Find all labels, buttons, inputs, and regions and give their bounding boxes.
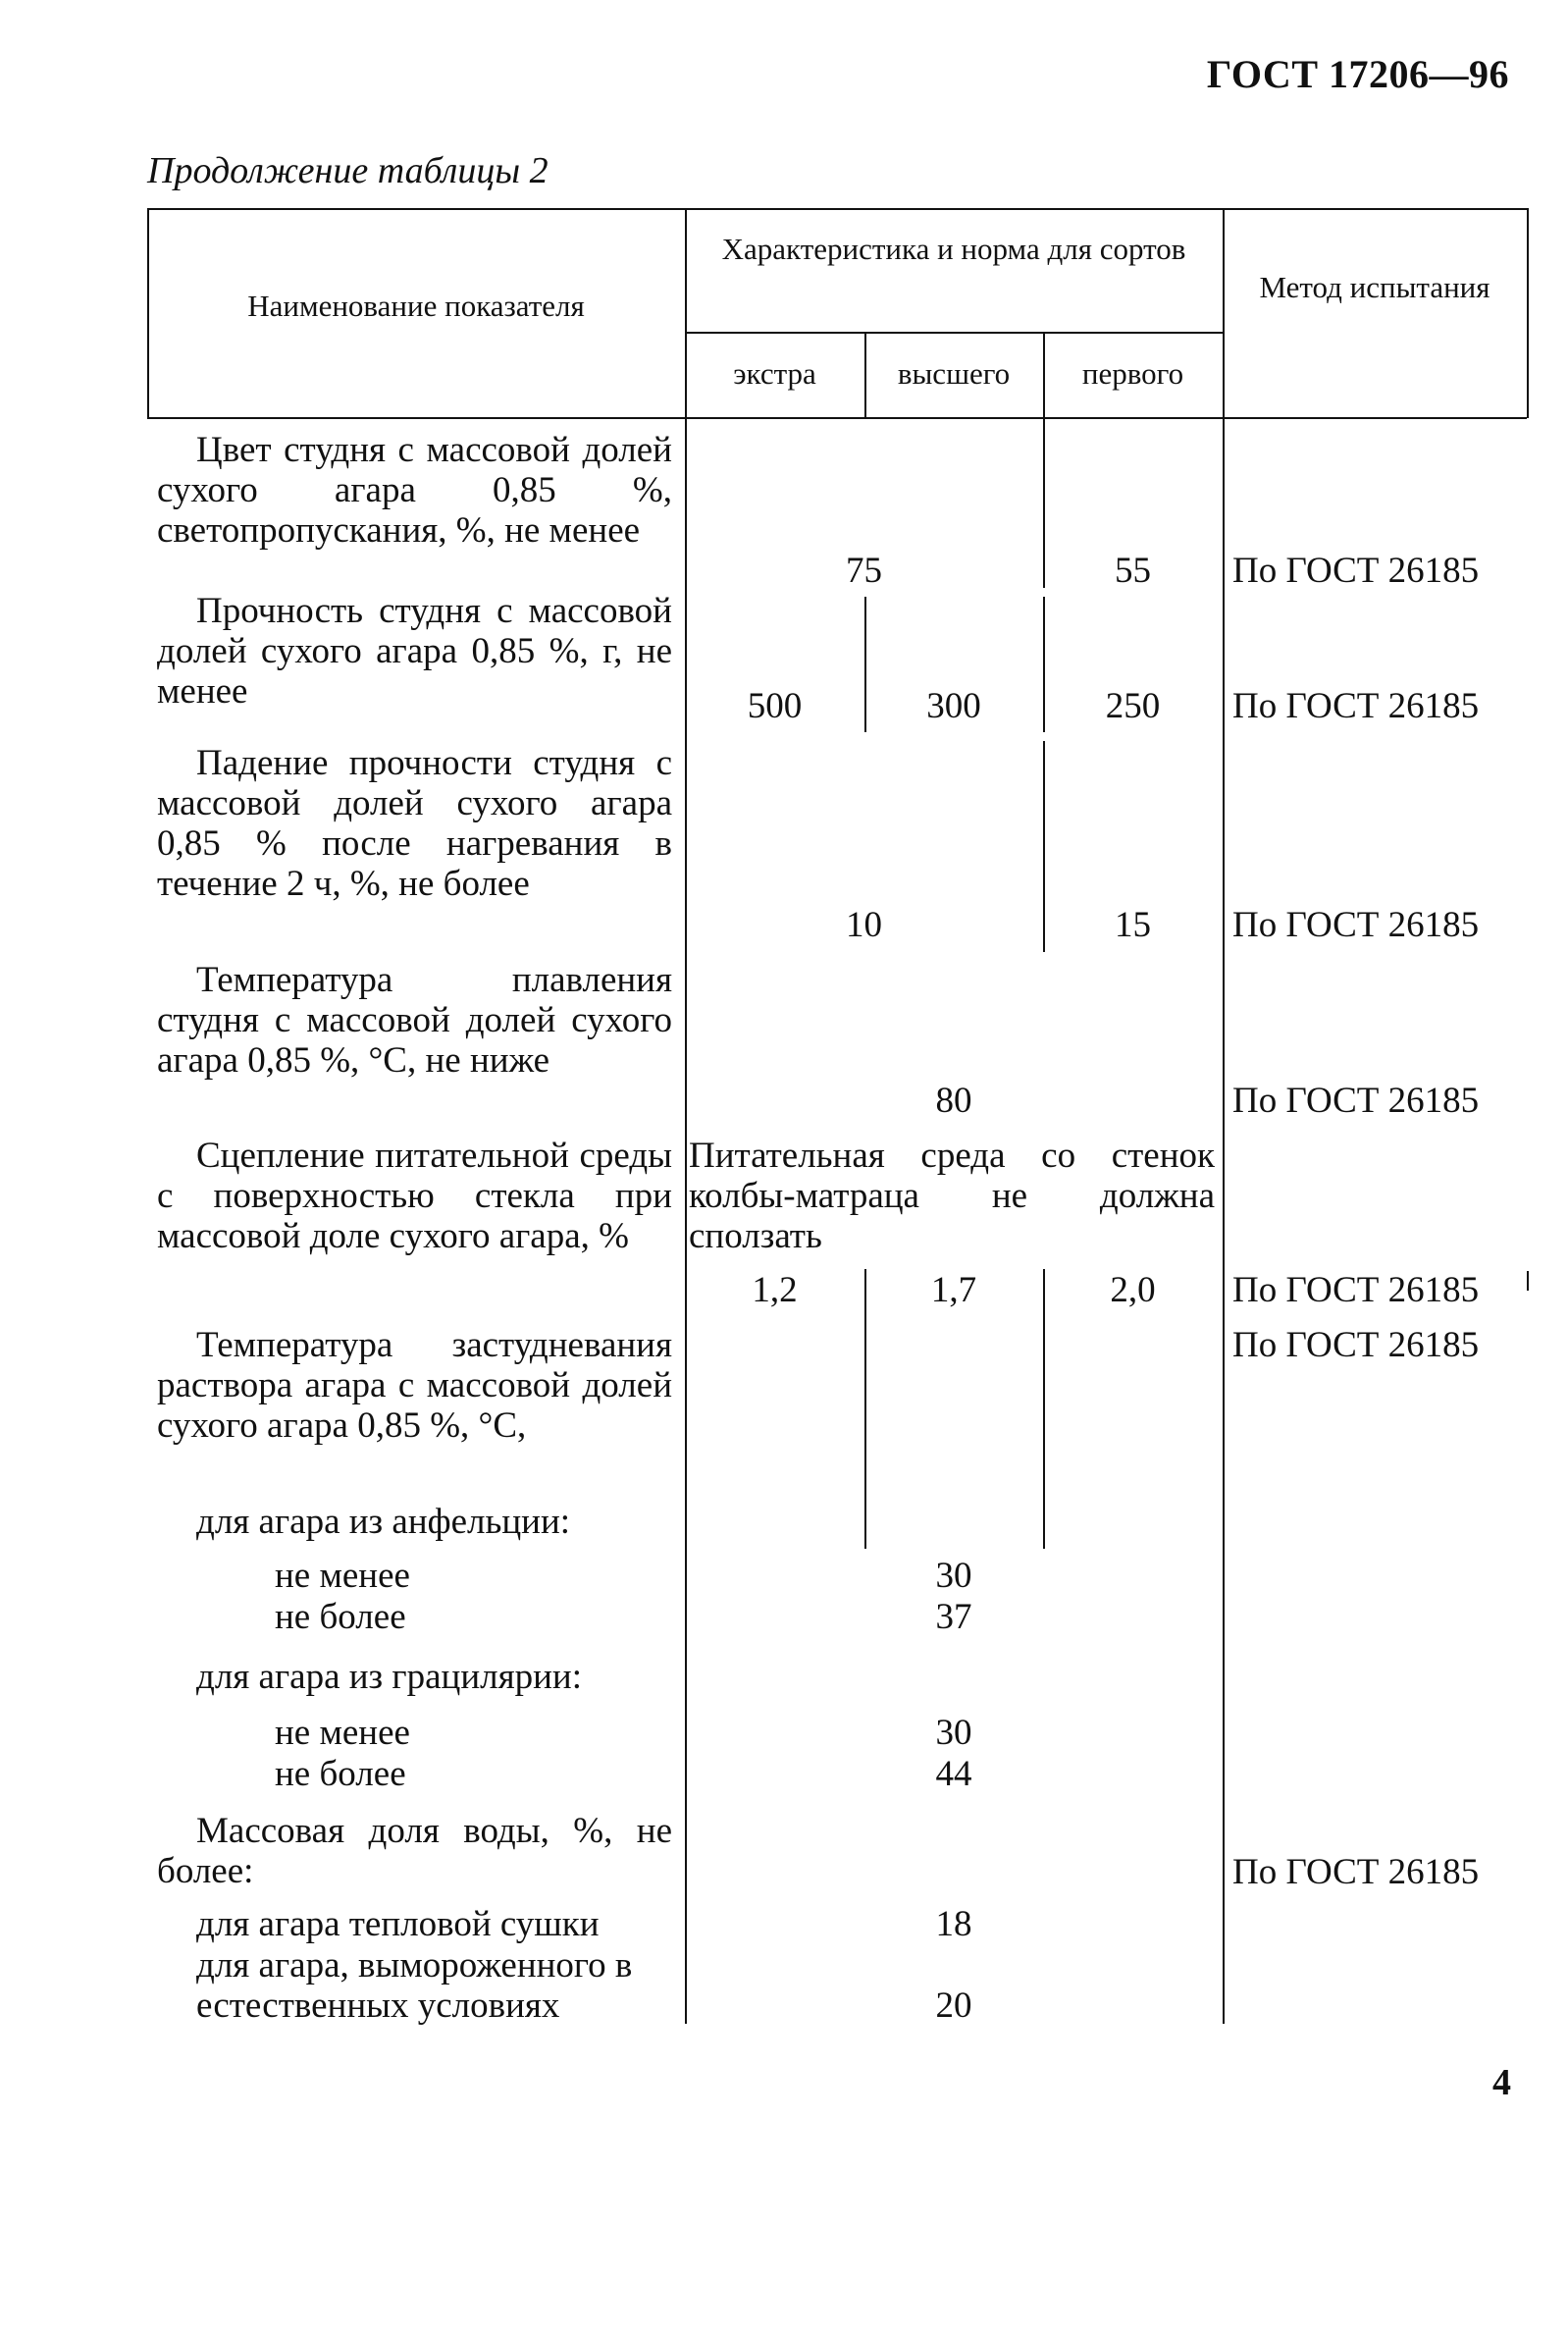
row-gelling-gracilaria-min-value: 30	[935, 1713, 972, 1753]
row-gelling-ahnfeltia-max-value: 37	[935, 1597, 972, 1637]
row-gelling-ahnfeltia-min-label: не менее	[275, 1556, 410, 1596]
header-bottom-border	[147, 417, 1527, 419]
row-adhesion-value-highest: 1,7	[930, 1270, 977, 1310]
row-water-content-name: Массовая доля воды, %, не более:	[157, 1811, 672, 1891]
row-gelling-gracilaria-max-label: не более	[275, 1754, 406, 1794]
row-strength-value-first: 250	[1105, 686, 1161, 726]
row-color-value-first: 55	[1115, 551, 1151, 591]
row-gelling-temp-name: Температура застудневания раствора агара с массовой долей сухого агара 0,85 %, °С,	[157, 1325, 672, 1446]
row-water-content-method: По ГОСТ 26185	[1232, 1852, 1480, 1892]
row-gelling-ahnfeltia-min-value: 30	[935, 1556, 972, 1596]
row-gelling-temp-method: По ГОСТ 26185	[1232, 1325, 1480, 1365]
row-color-name: Цвет студня с массовой долей сухого агара 0,85 %, светопропускания, %, не менее	[157, 430, 672, 551]
header-indicator-name: Наименование показателя	[247, 289, 585, 323]
row-melting-temp-name: Температура плавления студня с массовой долей сухого агара 0,85 %, °С, не ниже	[157, 960, 672, 1081]
row-gelling-ahnfeltia-max-label: не более	[275, 1597, 406, 1637]
row-gelling-gracilaria-label: для агара из грацилярии:	[196, 1657, 582, 1697]
right-border-header	[1527, 208, 1529, 418]
table-continuation-caption: Продолжение таблицы 2	[147, 150, 549, 191]
document-standard-number: ГОСТ 17206—96	[1206, 52, 1509, 96]
header-test-method: Метод испытания	[1259, 270, 1490, 304]
row-strength-value-extra: 500	[747, 686, 803, 726]
row-water-heat-dried-value: 18	[935, 1904, 972, 1944]
row-melting-temp-method: По ГОСТ 26185	[1232, 1081, 1480, 1121]
row-gelling-gracilaria-max-value: 44	[935, 1754, 972, 1794]
column-divider-method	[1223, 208, 1225, 2024]
row-gelling-gracilaria-min-label: не менее	[275, 1713, 410, 1753]
header-grade-first: первого	[1081, 356, 1184, 391]
header-specification: Характеристика и норма для сортов	[721, 232, 1186, 266]
row-strength-method: По ГОСТ 26185	[1232, 686, 1480, 726]
row-melting-temp-value: 80	[935, 1081, 972, 1121]
right-border-tick	[1527, 1271, 1529, 1291]
row-strength-loss-method: По ГОСТ 26185	[1232, 905, 1480, 945]
body-divider-v1-b	[864, 1269, 866, 1549]
row-color-value-extra-highest: 75	[846, 551, 882, 591]
row-water-frozen-label: для агара, вымороженного в естественных условиях	[196, 1945, 633, 2026]
header-grade-extra: экстра	[733, 356, 816, 391]
row-water-frozen-value: 20	[935, 1986, 972, 2026]
body-divider-v2-d	[1043, 1269, 1045, 1549]
page-number: 4	[1492, 2062, 1511, 2103]
header-sub-divider	[685, 332, 1223, 334]
row-adhesion-value-first: 2,0	[1110, 1270, 1156, 1310]
row-color-method: По ГОСТ 26185	[1232, 551, 1480, 591]
row-water-heat-dried-label: для агара тепловой сушки	[196, 1904, 600, 1944]
row-strength-loss-value-first: 15	[1115, 905, 1151, 945]
row-gelling-ahnfeltia-label: для агара из анфельции:	[196, 1502, 571, 1542]
row-adhesion-name: Сцепление питательной среды с поверхностью стекла при массовой доле сухого агара, %	[157, 1136, 672, 1256]
row-strength-value-highest: 300	[926, 686, 981, 726]
row-adhesion-method: По ГОСТ 26185	[1232, 1270, 1480, 1310]
row-strength-loss-value-extra-highest: 10	[846, 905, 882, 945]
row-adhesion-value-extra: 1,2	[752, 1270, 798, 1310]
header-grade-highest: высшего	[897, 356, 1011, 391]
row-strength-loss-name: Падение прочности студня с массовой долей сухого агара 0,85 % после нагревания в течение 2 ч, %, не более	[157, 743, 672, 904]
row-strength-name: Прочность студня с массовой долей сухого агара 0,85 %, г, не менее	[157, 591, 672, 712]
table-top-border	[147, 208, 1527, 210]
row-adhesion-note: Питательная среда со стенок колбы-матраца не должна сползать	[689, 1136, 1215, 1256]
